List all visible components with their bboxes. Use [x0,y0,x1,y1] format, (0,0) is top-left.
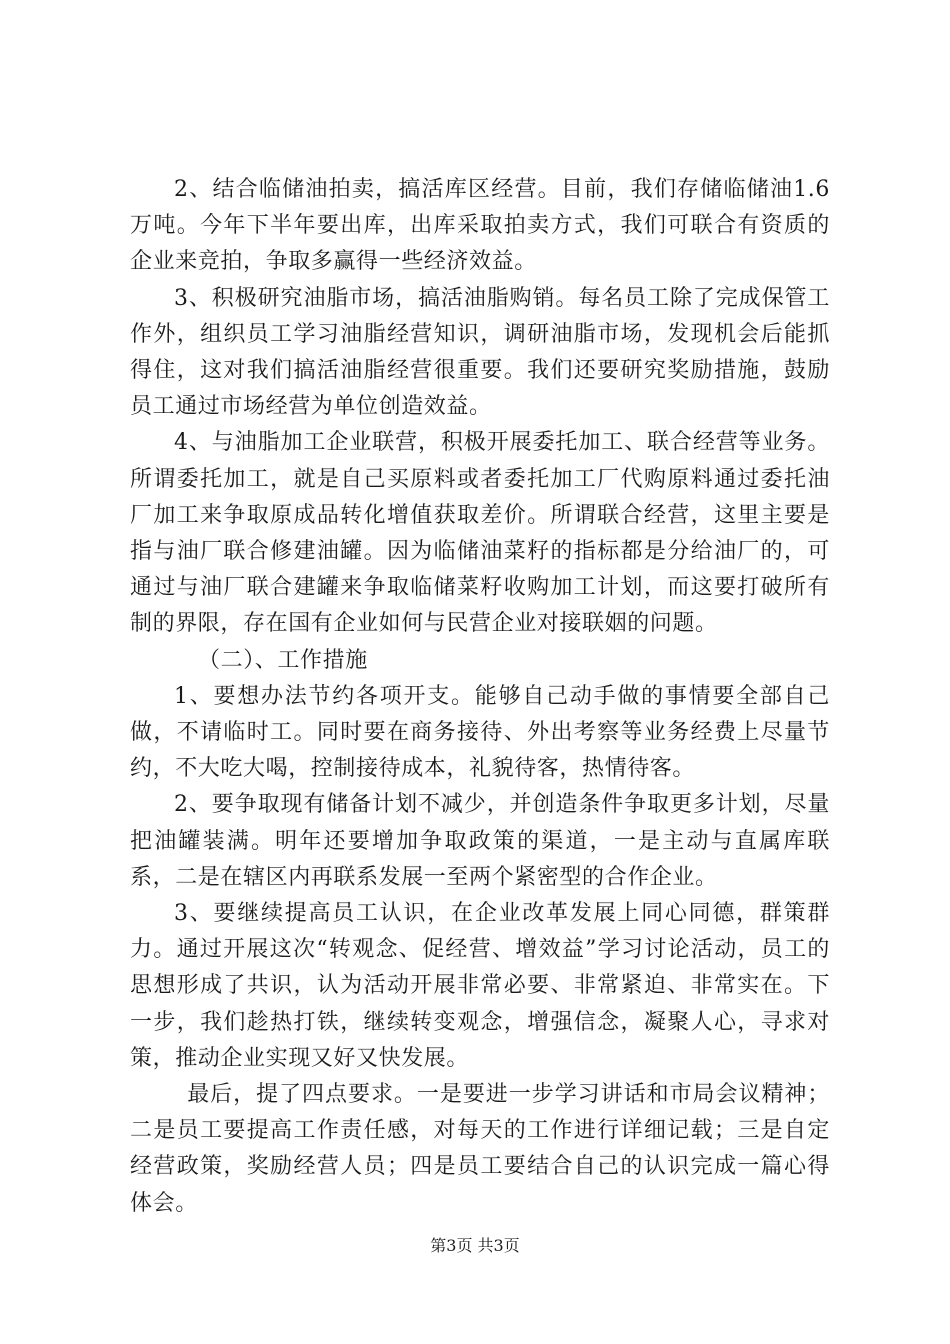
measure-item-3: 3、要继续提高员工认识，在企业改革发展上同心同德，群策群力。通过开展这次“转观念、促经营、增效益”学习讨论活动，员工的思想形成了共识，认为活动开展非常必要、非常紧迫、非常实在。下一步，我们趁热打铁，继续转变观念，增强信念，凝聚人心，寻求对策，推动企业实现又好又快发展。 [130,901,830,1071]
paragraph-item-4: 4、与油脂加工企业联营，积极开展委托加工、联合经营等业务。所谓委托加工，就是自己买原料或者委托加工厂代购原料通过委托油厂加工来争取原成品转化增值获取差价。所谓联合经营，这里主要是指与油厂联合修建油罐。因为临储油菜籽的指标都是分给油厂的，可通过与油厂联合建罐来争取临储菜籽收购加工计划，而这要打破所有制的界限，存在国有企业如何与民营企业对接联姻的问题。 [130,430,830,637]
paragraph-item-3: 3、积极研究油脂市场，搞活油脂购销。每名员工除了完成保管工作外，组织员工学习油脂经营知识，调研油脂市场，发现机会后能抓得住，这对我们搞活油脂经营很重要。我们还要研究奖励措施，鼓励员工通过市场经营为单位创造效益。 [130,285,830,420]
measure-item-2: 2、要争取现有储备计划不减少，并创造条件争取更多计划，尽量把油罐装满。明年还要增加争取政策的渠道，一是主动与直属库联系，二是在辖区内再联系发展一至两个紧密型的合作企业。 [130,792,830,890]
paragraph-item-2: 2、结合临储油拍卖，搞活库区经营。目前，我们存储临储油1.6万吨。今年下半年要出库，出库采取拍卖方式，我们可联合有资质的企业来竞拍，争取多赢得一些经济效益。 [130,177,830,275]
page-footer: 第3页 共3页 [430,1236,520,1255]
measure-item-1: 1、要想办法节约各项开支。能够自己动手做的事情要全部自己做，不请临时工。同时要在商务接待、外出考察等业务经费上尽量节约，不大吃大喝，控制接待成本，礼貌待客，热情待客。 [130,683,830,782]
closing-paragraph: 最后，提了四点要求。一是要进一步学习讲话和市局会议精神；二是员工要提高工作责任感，对每天的工作进行详细记载；三是自定经营政策，奖励经营人员；四是员工要结合自己的认识完成一篇心得体会。 [130,1082,830,1216]
section-heading: （二）、工作措施 [198,647,368,673]
document-body [130,172,830,1222]
